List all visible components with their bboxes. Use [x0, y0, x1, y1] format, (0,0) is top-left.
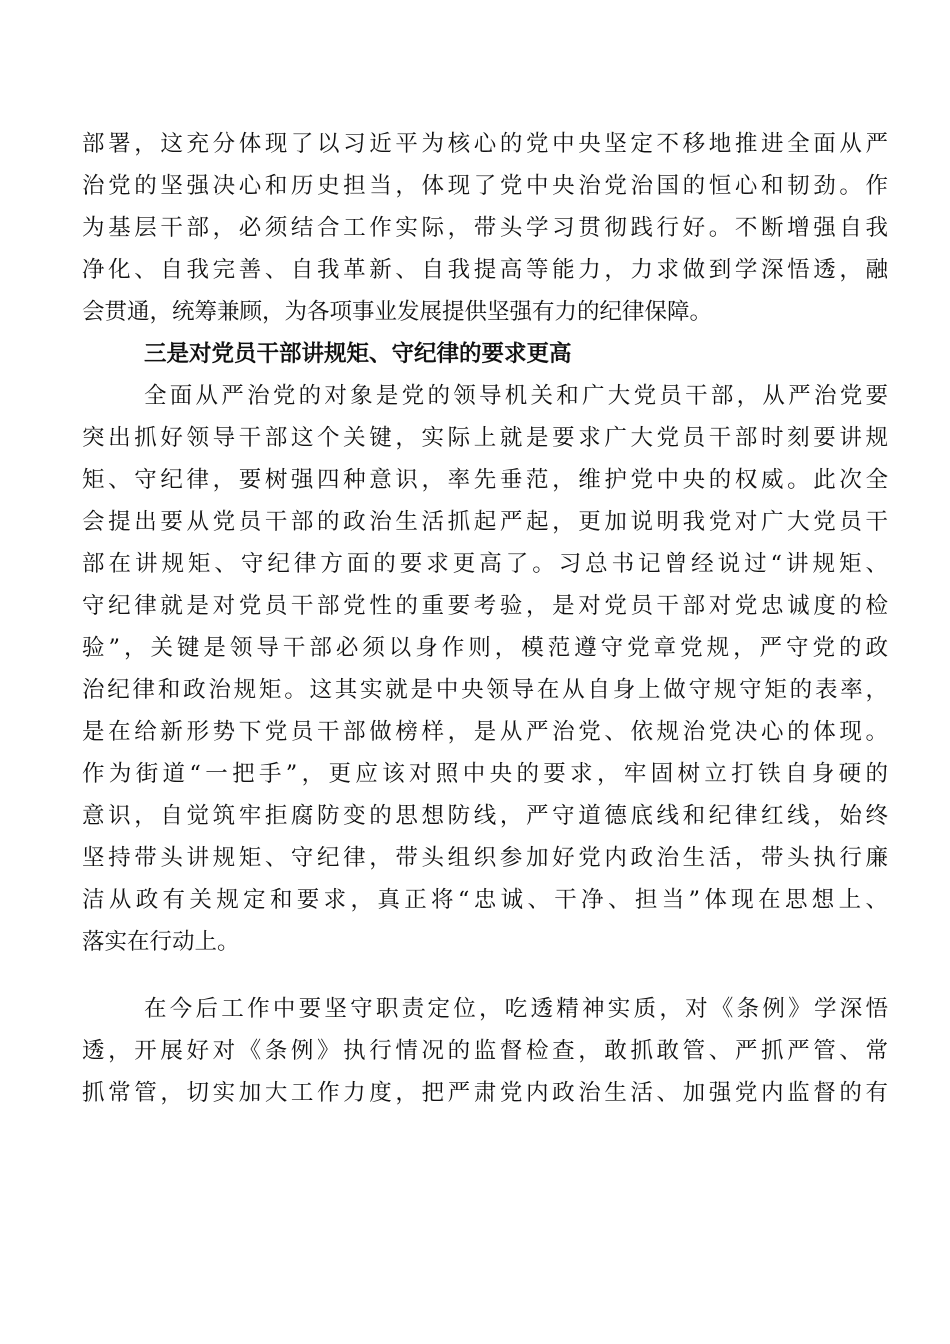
- text-line: 部在讲规矩、守纪律方面的要求更高了。习总书记曾经说过“讲规矩、: [82, 551, 888, 577]
- text-line: 意识，自觉筑牢拒腐防变的思想防线，严守道德底线和纪律红线，始终: [82, 803, 888, 829]
- text-line: 矩、守纪律，要树强四种意识，率先垂范，维护党中央的权威。此次全: [82, 467, 888, 493]
- text-line: 在今后工作中要坚守职责定位，吃透精神实质，对《条例》学深悟: [144, 996, 888, 1022]
- text-line: 落实在行动上。: [82, 929, 240, 955]
- text-line: 会贯通，统筹兼顾，为各项事业发展提供坚强有力的纪律保障。: [82, 299, 713, 325]
- text-line: 透，开展好对《条例》执行情况的监督检查，敢抓敢管、严抓严管、常: [82, 1038, 888, 1064]
- section-heading: 三是对党员干部讲规矩、守纪律的要求更高: [144, 341, 572, 367]
- text-line: 抓常管，切实加大工作力度，把严肃党内政治生活、加强党内监督的有: [82, 1080, 888, 1106]
- text-line: 为基层干部，必须结合工作实际，带头学习贯彻践行好。不断增强自我: [82, 215, 888, 241]
- text-line: 全面从严治党的对象是党的领导机关和广大党员干部，从严治党要: [144, 383, 888, 409]
- text-line: 坚持带头讲规矩、守纪律，带头组织参加好党内政治生活，带头执行廉: [82, 845, 888, 871]
- text-line: 治纪律和政治规矩。这其实就是中央领导在从自身上做守规守矩的表率，: [82, 677, 888, 703]
- text-line: 突出抓好领导干部这个关键，实际上就是要求广大党员干部时刻要讲规: [82, 425, 888, 451]
- text-line: 部署，这充分体现了以习近平为核心的党中央坚定不移地推进全面从严: [82, 131, 888, 157]
- text-line: 是在给新形势下党员干部做榜样，是从严治党、依规治党决心的体现。: [82, 719, 888, 745]
- text-line: 作为街道“一把手”，更应该对照中央的要求，牢固树立打铁自身硬的: [82, 761, 888, 787]
- text-line: 会提出要从党员干部的政治生活抓起严起，更加说明我党对广大党员干: [82, 509, 888, 535]
- text-line: 净化、自我完善、自我革新、自我提高等能力，力求做到学深悟透，融: [82, 257, 888, 283]
- text-line: 守纪律就是对党员干部党性的重要考验，是对党员干部对党忠诚度的检: [82, 593, 888, 619]
- text-line: 洁从政有关规定和要求，真正将“忠诚、干净、担当”体现在思想上、: [82, 887, 888, 913]
- text-line: 治党的坚强决心和历史担当，体现了党中央治党治国的恒心和韧劲。作: [82, 173, 888, 199]
- text-line: 验”，关键是领导干部必须以身作则，模范遵守党章党规，严守党的政: [82, 635, 888, 661]
